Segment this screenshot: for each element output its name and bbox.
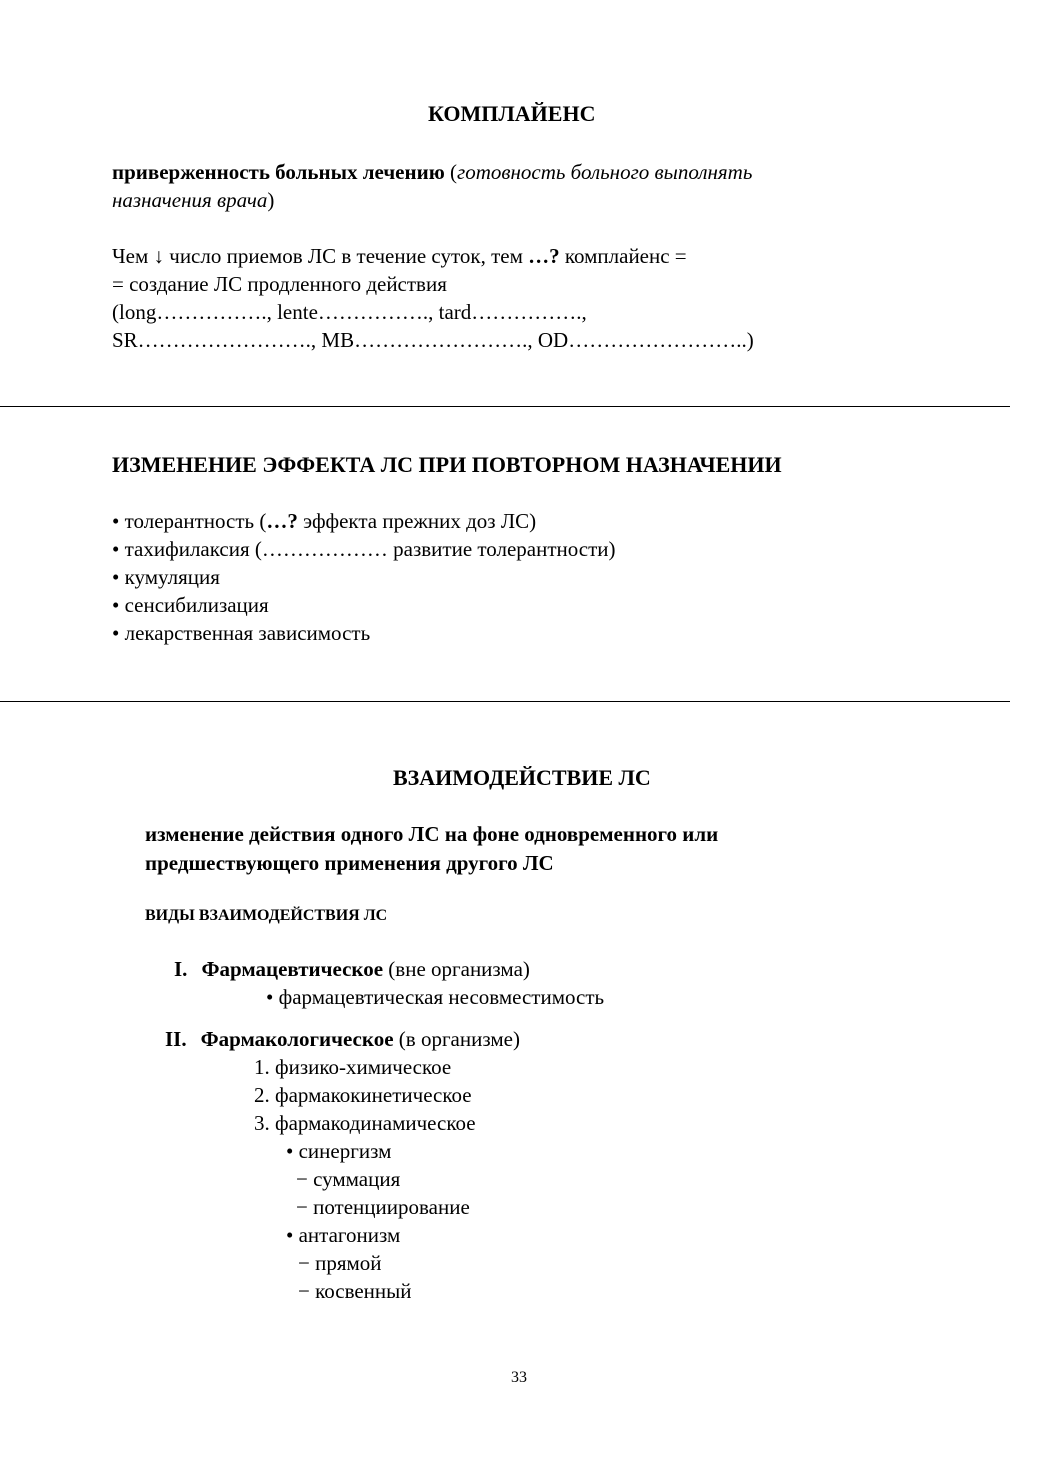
interaction-definition-line-1: изменение действия одного ЛС на фоне одновременного или — [145, 822, 719, 846]
repeat-item-cumulation: • кумуляция — [112, 565, 220, 589]
compliance-title: КОМПЛАЙЕНС — [428, 101, 596, 126]
interaction-sub-pharmacodynamic: 3. фармакодинамическое — [254, 1111, 476, 1135]
repeat-item-1c: эффекта прежних доз ЛС) — [297, 509, 537, 533]
compliance-definition-line-1 — [112, 158, 752, 186]
repeat-item-1a: • толерантность ( — [112, 509, 267, 533]
interaction-antagonism: • антагонизм — [286, 1223, 401, 1247]
compliance-text-line-3: (long……………., lente……………., tard……………., — [112, 300, 587, 324]
interaction-type-1-sub: • фармацевтическая несовместимость — [266, 985, 605, 1009]
compliance-text-1c: комплайенс = — [559, 244, 687, 268]
compliance-text-line-2: = создание ЛС продленного действия — [112, 272, 447, 296]
interaction-sub-physicochemical: 1. физико-химическое — [254, 1055, 452, 1079]
interaction-type-2-number: II. — [165, 1027, 187, 1051]
interaction-type-2 — [165, 1025, 520, 1053]
compliance-definition-line-2 — [112, 186, 274, 214]
repeat-item-1-question: …? — [266, 509, 298, 533]
repeat-title: ИЗМЕНЕНИЕ ЭФФЕКТА ЛС ПРИ ПОВТОРНОМ НАЗНАЧЕНИИ — [112, 452, 782, 477]
compliance-text-1a: Чем ↓ число приемов ЛС в течение суток, тем — [112, 244, 529, 268]
interaction-potentiation: − потенциирование — [296, 1195, 470, 1219]
section-divider-2 — [0, 701, 1010, 702]
compliance-text-line-4: SR……………………., MB……………………., OD……………………..) — [112, 328, 754, 352]
interaction-types-title: ВИДЫ ВЗАИМОДЕЙСТВИЯ ЛС — [145, 907, 388, 924]
section-divider-1 — [0, 406, 1010, 407]
compliance-definition-italic-1: готовность больного выполнять — [457, 160, 753, 184]
repeat-item-sensitization: • сенсибилизация — [112, 593, 269, 617]
interaction-type-2-name: Фармакологическое — [200, 1027, 394, 1051]
interaction-direct: − прямой — [298, 1251, 382, 1275]
repeat-item-tolerance — [112, 507, 536, 535]
repeat-item-dependence: • лекарственная зависимость — [112, 621, 371, 645]
compliance-text-line-1 — [112, 242, 687, 270]
interaction-synergy: • синергизм — [286, 1139, 392, 1163]
interaction-type-1-name: Фармацевтическое — [201, 957, 384, 981]
interaction-sub-pharmacokinetic: 2. фармакокинетическое — [254, 1083, 472, 1107]
interaction-summation: − суммация — [296, 1167, 401, 1191]
interaction-type-1-note: (вне организма) — [383, 957, 530, 981]
interaction-type-1 — [174, 955, 530, 983]
compliance-definition-italic-2: назначения врача — [112, 188, 268, 212]
interaction-definition-line-2: предшествующего применения другого ЛС — [145, 851, 554, 875]
interaction-title: ВЗАИМОДЕЙСТВИЕ ЛС — [393, 765, 651, 790]
interaction-type-1-number: I. — [174, 957, 188, 981]
repeat-item-tachyphylaxis: • тахифилаксия (……………… развитие толерантности) — [112, 537, 616, 561]
compliance-definition-term: приверженность больных лечению — [112, 160, 445, 184]
interaction-type-2-note: (в организме) — [393, 1027, 520, 1051]
compliance-definition-open-paren: ( — [444, 160, 457, 184]
page-number: 33 — [511, 1369, 527, 1386]
interaction-indirect: − косвенный — [298, 1279, 412, 1303]
compliance-question: …? — [528, 244, 560, 268]
compliance-definition-close-paren: ) — [267, 188, 275, 212]
